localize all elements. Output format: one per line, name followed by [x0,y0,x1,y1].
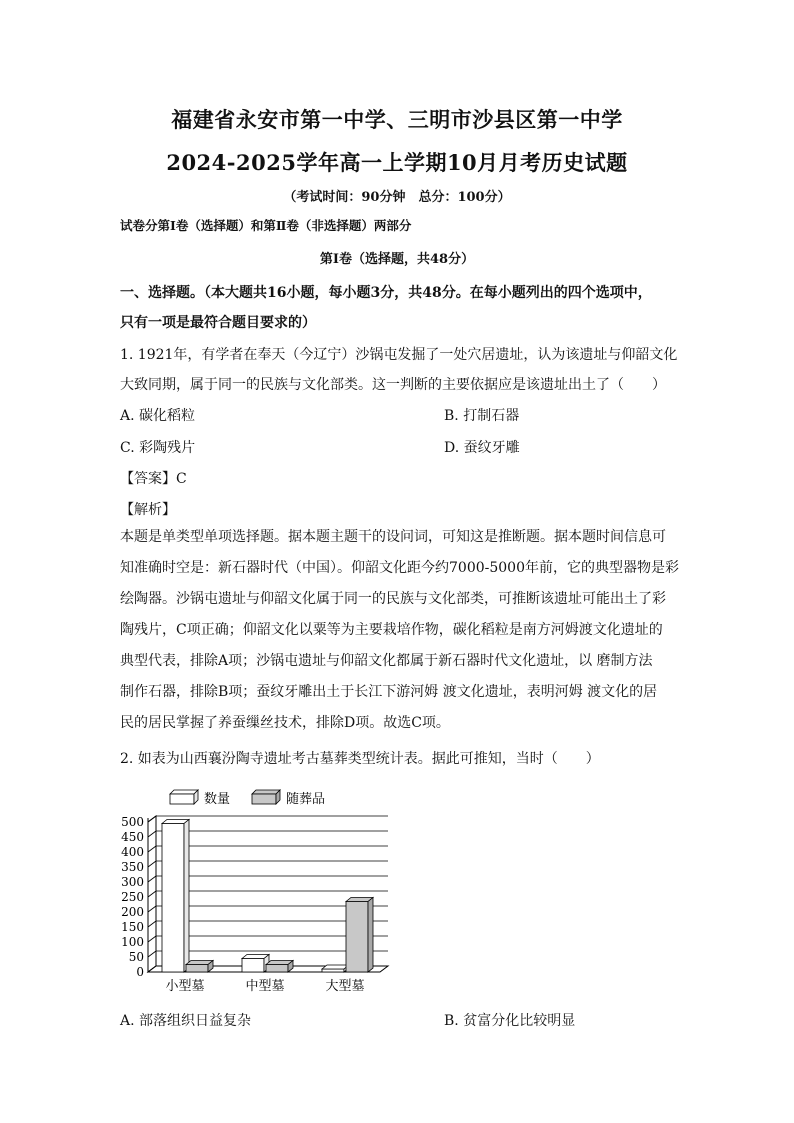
analysis-line: 绘陶器。沙锅屯遗址与仰韶文化属于同一的民族与文化部类，可推断该遗址可能出土了彩 [120,591,666,607]
analysis-line: 制作石器，排除B项；蚕纹牙雕出土于长江下游河姆 渡文化遗址，表明河姆 渡文化的居 [120,684,658,700]
chart-legend-swatch-top [170,790,198,794]
chart-bar [162,824,184,973]
chart-y-tick-label: 450 [121,830,144,844]
chart-y-tick-label: 350 [121,860,144,874]
exam-info: （考试时间：90分钟 总分：100分） [283,190,511,205]
chart-bar [266,965,288,973]
chart-y-tick-label: 150 [121,920,144,934]
chart-y-tick-label: 50 [128,950,144,964]
q2-option-a: A. 部落组织日益复杂 [120,1013,252,1029]
chart-legend-label: 数量 [204,792,231,807]
paper-note: 试卷分第Ⅰ卷（选择题）和第Ⅱ卷（非选择题）两部分 [120,218,412,233]
chart-bar [186,965,208,973]
chart-bar [242,959,264,973]
section-instruction-1: 一、选择题。（本大题共16小题，每小题3分，共48分。在每小题列出的四个选项中， [120,285,652,301]
tomb-chart [112,772,412,1000]
chart-bar-side [368,898,373,973]
title-line-2: 2024-2025学年高一上学期10月月考历史试题 [166,150,628,175]
chart-x-tick-label: 小型墓 [165,979,205,994]
analysis-line: 知准确时空是：新石器时代（中国）。仰韶文化距今约7000-5000年前，它的典型器物是彩 [120,560,679,576]
chart-y-tick-label: 100 [121,935,144,949]
q1-stem-line-2: 大致同期，属于同一的民族与文化部类。这一判断的主要依据应是该遗址出土了（ ） [120,377,666,393]
analysis-line: 陶残片，C项正确；仰韶文化以粟等为主要栽培作物，碳化稻粒是南方河姆渡文化遗址的 [120,622,663,638]
chart-legend-swatch-top [252,790,280,794]
chart-legend-swatch [252,794,276,804]
chart-y-tick-label: 250 [121,890,144,904]
chart-bar-side [184,820,189,973]
chart-y-tick-label: 200 [121,905,144,919]
chart-x-tick-label: 大型墓 [325,979,365,994]
section-instruction-2: 只有一项是最符合题目要求的） [120,315,316,331]
q1-option-a: A. 碳化稻粒 [120,408,196,424]
chart-y-tick-label: 300 [121,875,144,889]
chart-y-tick-label: 500 [121,815,144,829]
analysis-line: 民的居民掌握了养蚕缫丝技术，排除D项。故选C项。 [120,715,450,731]
chart-bar [322,969,344,972]
title-line-1: 福建省永安市第一中学、三明市沙县区第一中学 [171,107,623,132]
analysis-line: 典型代表，排除A项；沙锅屯遗址与仰韶文化都属于新石器时代文化遗址，以 磨制方法 [120,653,653,669]
q1-analysis-label: 【解析】 [120,502,176,518]
chart-bar [346,902,368,973]
q2-stem: 2. 如表为山西襄汾陶寺遗址考古墓葬类型统计表。据此可推知，当时（ ） [120,751,600,767]
chart-legend-label: 随葬品 [286,792,326,807]
analysis-line: 本题是单类型单项选择题。据本题主题干的设问词，可知这是推断题。据本题时间信息可 [120,529,666,545]
q1-option-d: D. 蚕纹牙雕 [444,440,520,456]
q1-analysis [120,522,679,739]
section-title: 第Ⅰ卷（选择题，共48分） [319,252,475,267]
chart-y-tick-label: 0 [136,965,144,979]
q1-option-c: C. 彩陶残片 [120,440,196,456]
chart-y-tick-label: 400 [121,845,144,859]
tomb-chart-svg [112,772,412,1000]
q1-answer: 【答案】C [120,471,187,487]
chart-x-tick-label: 中型墓 [245,979,285,994]
chart-legend-swatch [170,794,194,804]
q1-stem-line-1: 1. 1921年，有学者在奉天（今辽宁）沙锅屯发掘了一处穴居遗址，认为该遗址与仰韶文化 [120,347,678,363]
q2-option-b: B. 贫富分化比较明显 [444,1013,576,1029]
q1-option-b: B. 打制石器 [444,408,520,424]
